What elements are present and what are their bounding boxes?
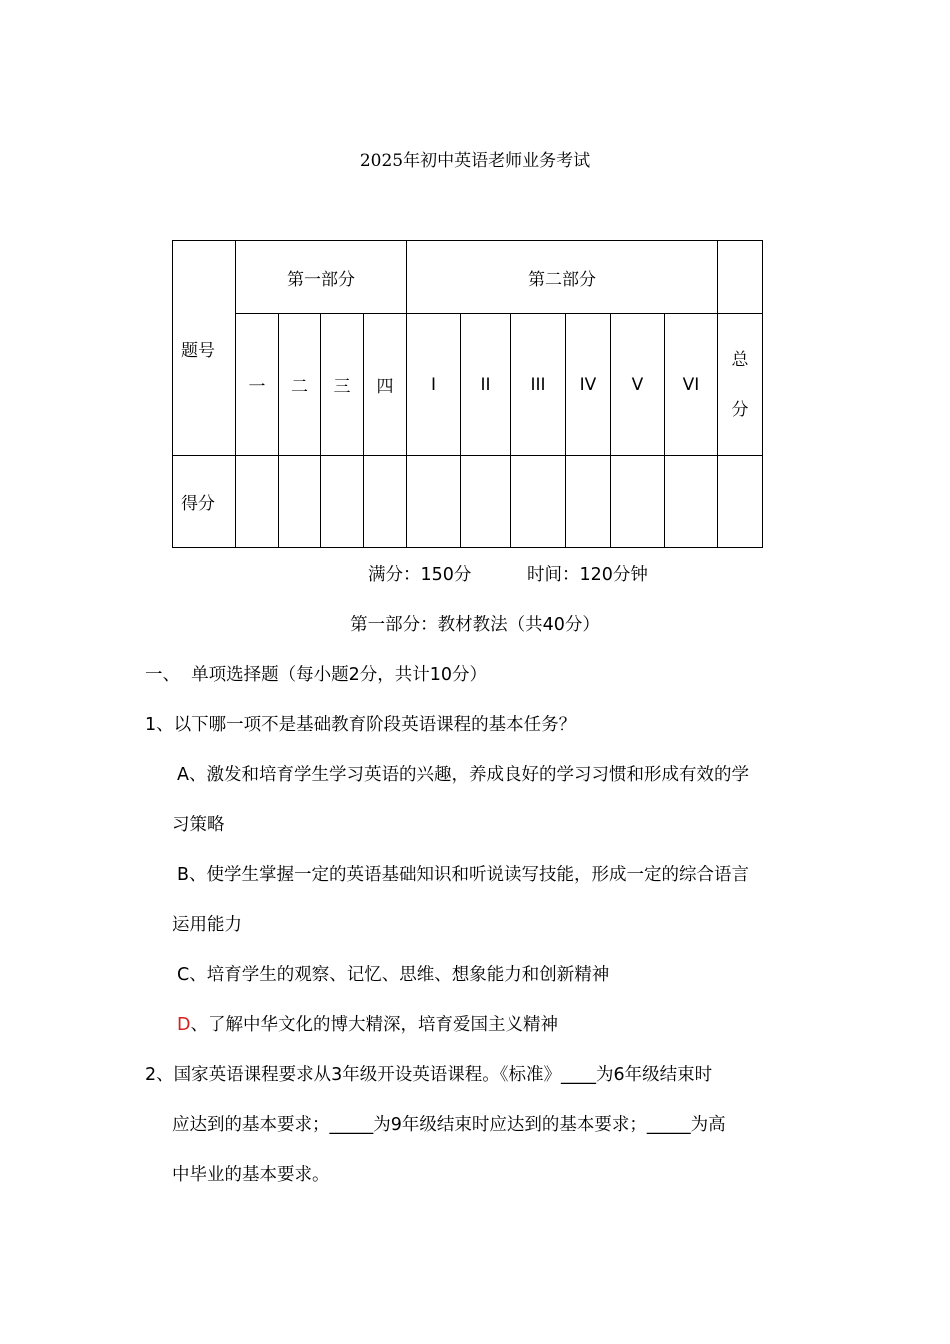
- column-header: I: [407, 314, 461, 456]
- option-c: C、培育学生的观察、记忆、思维、想象能力和创新精神: [177, 965, 610, 985]
- option-a-continued: 习策略: [172, 815, 225, 835]
- question-1-stem: 1、以下哪一项不是基础教育阶段英语课程的基本任务？: [145, 715, 577, 735]
- option-d-letter: D: [177, 1015, 191, 1035]
- score-cell[interactable]: [566, 456, 611, 548]
- score-cell[interactable]: [718, 456, 763, 548]
- score-cell[interactable]: [236, 456, 279, 548]
- option-d: [177, 1011, 558, 1036]
- score-cell[interactable]: [665, 456, 718, 548]
- score-cell[interactable]: [364, 456, 407, 548]
- column-header: IV: [566, 314, 611, 456]
- column-header: 四: [364, 314, 407, 456]
- question-2-line-1: 2、国家英语课程要求从3年级开设英语课程。《标准》____为6年级结束时: [145, 1065, 713, 1085]
- option-b-continued: 运用能力: [172, 915, 242, 935]
- score-cell[interactable]: [407, 456, 461, 548]
- column-header: II: [461, 314, 511, 456]
- part-two-header: 第二部分: [407, 241, 718, 314]
- empty-header-cell: [718, 241, 763, 314]
- column-header: VI: [665, 314, 718, 456]
- question-2-line-2: 应达到的基本要求；_____为9年级结束时应达到的基本要求；_____为高: [172, 1115, 726, 1135]
- score-cell[interactable]: [511, 456, 566, 548]
- question-type-heading: 一、 单项选择题（每小题2分，共计10分）: [145, 665, 488, 685]
- question-number-label: 题号: [173, 241, 236, 456]
- total-char: 分: [731, 399, 749, 420]
- part-one-header: 第一部分: [236, 241, 407, 314]
- score-cell[interactable]: [279, 456, 321, 548]
- column-header: 二: [279, 314, 321, 456]
- exam-info: 满分：150分 时间：120分钟: [368, 565, 648, 585]
- score-table: [172, 240, 763, 548]
- option-b: B、使学生掌握一定的英语基础知识和听说读写技能，形成一定的综合语言: [177, 865, 750, 885]
- score-cell[interactable]: [321, 456, 364, 548]
- column-header: 三: [321, 314, 364, 456]
- score-cell[interactable]: [611, 456, 665, 548]
- column-header: V: [611, 314, 665, 456]
- option-a: A、激发和培育学生学习英语的兴趣，养成良好的学习习惯和形成有效的学: [177, 765, 749, 785]
- score-label: 得分: [173, 456, 236, 548]
- total-header: [718, 314, 763, 456]
- column-header: III: [511, 314, 566, 456]
- column-header: 一: [236, 314, 279, 456]
- question-2-line-3: 中毕业的基本要求。: [172, 1165, 330, 1185]
- total-char: 总: [731, 349, 749, 370]
- score-cell[interactable]: [461, 456, 511, 548]
- section-heading: 第一部分：教材教法（共40分）: [350, 615, 600, 635]
- option-d-text: 、了解中华文化的博大精深，培育爱国主义精神: [190, 1015, 558, 1035]
- exam-title: 2025年初中英语老师业务考试: [359, 151, 591, 171]
